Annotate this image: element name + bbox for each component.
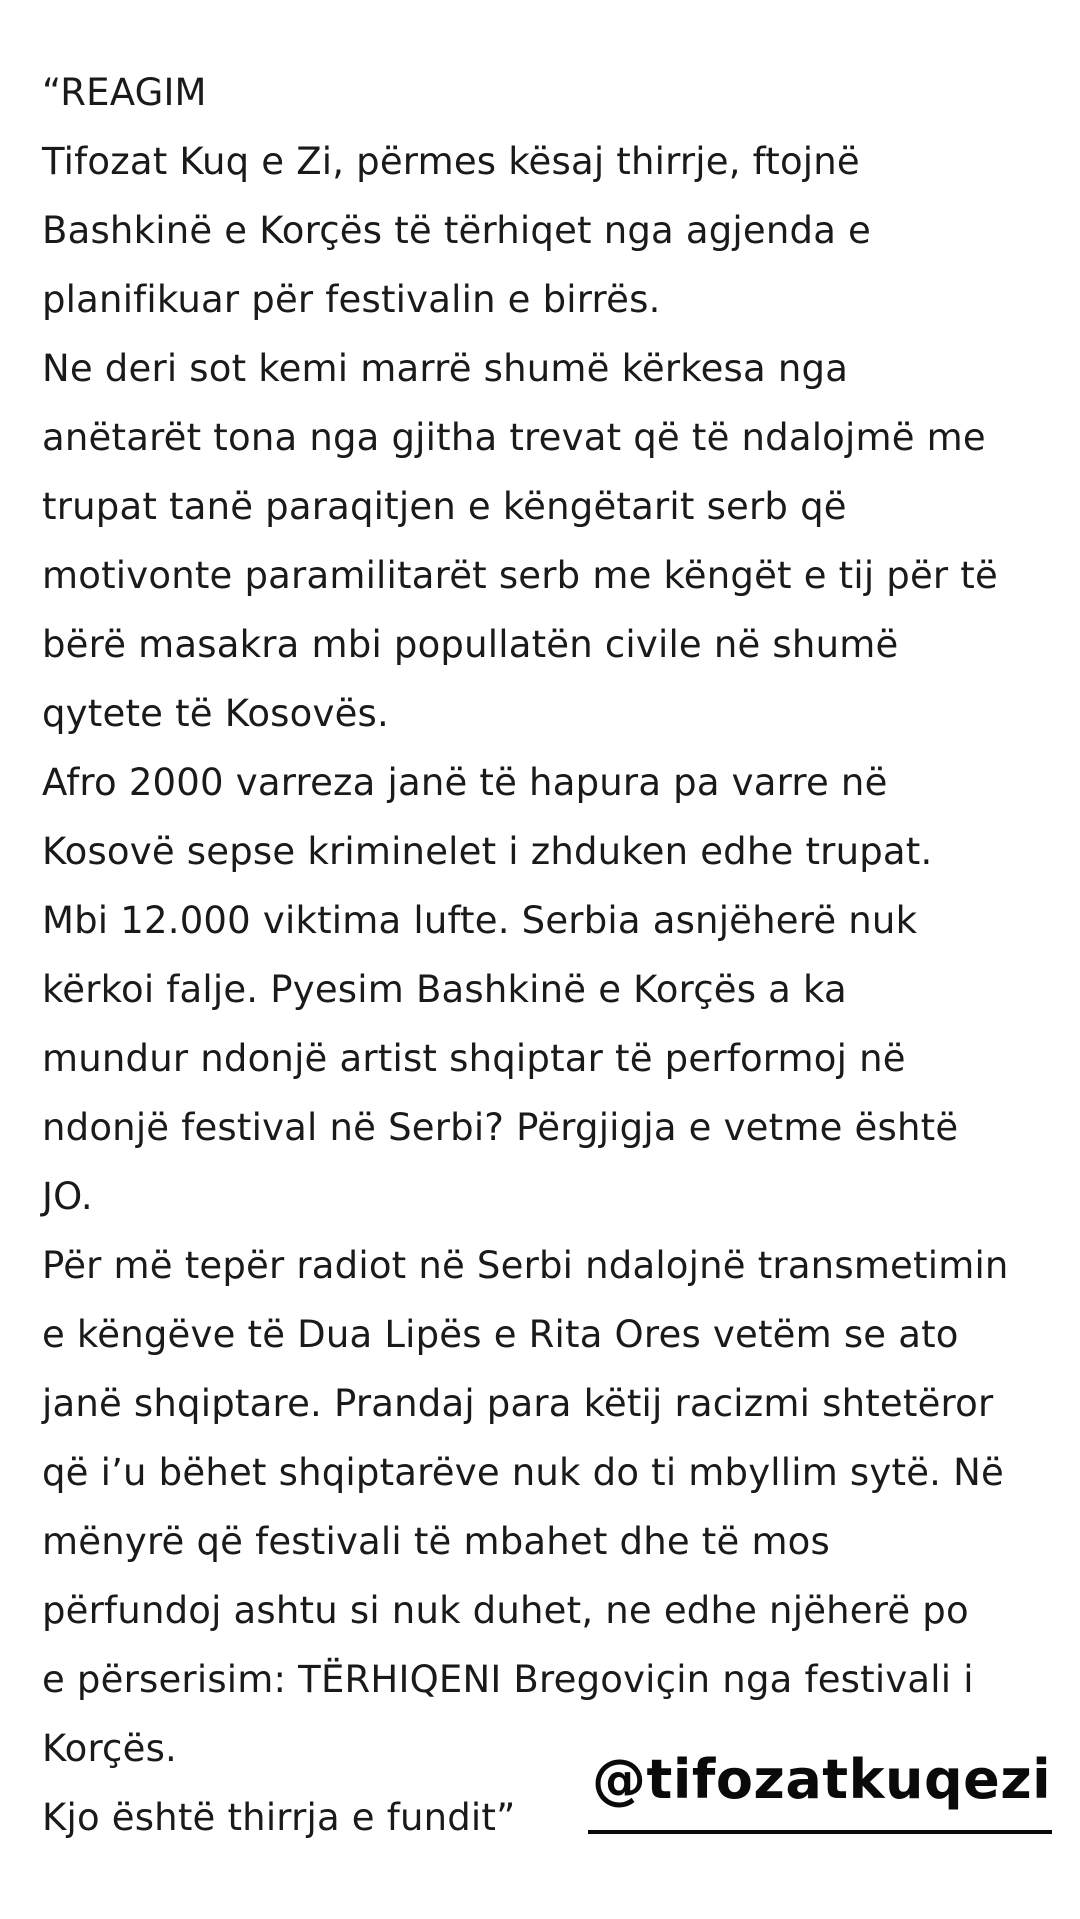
statement-line: ndonjë festival në Serbi? Përgjigja e vetme është — [42, 1106, 959, 1149]
statement-line: Tifozat Kuq e Zi, përmes kësaj thirrje, ftojnë — [42, 140, 860, 183]
statement-line: e përserisim: TËRHIQENI Bregoviçin nga festivali i — [42, 1658, 974, 1701]
statement-line: Korçës. — [42, 1727, 178, 1770]
statement-line: JO. — [42, 1175, 93, 1218]
statement-line: motivonte paramilitarët serb me këngët e tij për të — [42, 554, 998, 597]
statement-line: Bashkinë e Korçës të tërhiqet nga agjenda e — [42, 209, 872, 252]
statement-text — [42, 58, 1072, 1852]
statement-line: bërë masakra mbi popullatën civile në shumë — [42, 623, 899, 666]
statement-line: Mbi 12.000 viktima lufte. Serbia asnjëherë nuk — [42, 899, 918, 942]
statement-line: mundur ndonjë artist shqiptar të performoj në — [42, 1037, 906, 1080]
statement-line: Kosovë sepse kriminelet i zhduken edhe trupat. — [42, 830, 933, 873]
statement-line: kërkoi falje. Pyesim Bashkinë e Korçës a ka — [42, 968, 847, 1011]
statement-line: Ne deri sot kemi marrë shumë kërkesa nga — [42, 347, 849, 390]
statement-line: mënyrë që festivali të mbahet dhe të mos — [42, 1520, 830, 1563]
statement-line: e këngëve të Dua Lipës e Rita Ores vetëm se ato — [42, 1313, 959, 1356]
statement-line: janë shqiptare. Prandaj para këtij racizmi shtetëror — [42, 1382, 994, 1425]
statement-line: që i’u bëhet shqiptarëve nuk do ti mbyllim sytë. Në — [42, 1451, 1004, 1494]
statement-line: trupat tanë paraqitjen e këngëtarit serb që — [42, 485, 847, 528]
statement-line: Afro 2000 varreza janë të hapura pa varre në — [42, 761, 888, 804]
handle-underline — [588, 1830, 1052, 1834]
statement-heading: “REAGIM — [42, 71, 207, 114]
statement-closing-line: Kjo është thirrja e fundit” — [42, 1796, 516, 1839]
statement-line: Për më tepër radiot në Serbi ndalojnë transmetimin — [42, 1244, 1009, 1287]
statement-line: qytete të Kosovës. — [42, 692, 389, 735]
account-handle-watermark: @tifozatkuqezi — [592, 1748, 1052, 1811]
statement-line: planifikuar për festivalin e birrës. — [42, 278, 661, 321]
statement-line: përfundoj ashtu si nuk duhet, ne edhe njëherë po — [42, 1589, 969, 1632]
statement-line: anëtarët tona nga gjitha trevat që të ndalojmë me — [42, 416, 986, 459]
